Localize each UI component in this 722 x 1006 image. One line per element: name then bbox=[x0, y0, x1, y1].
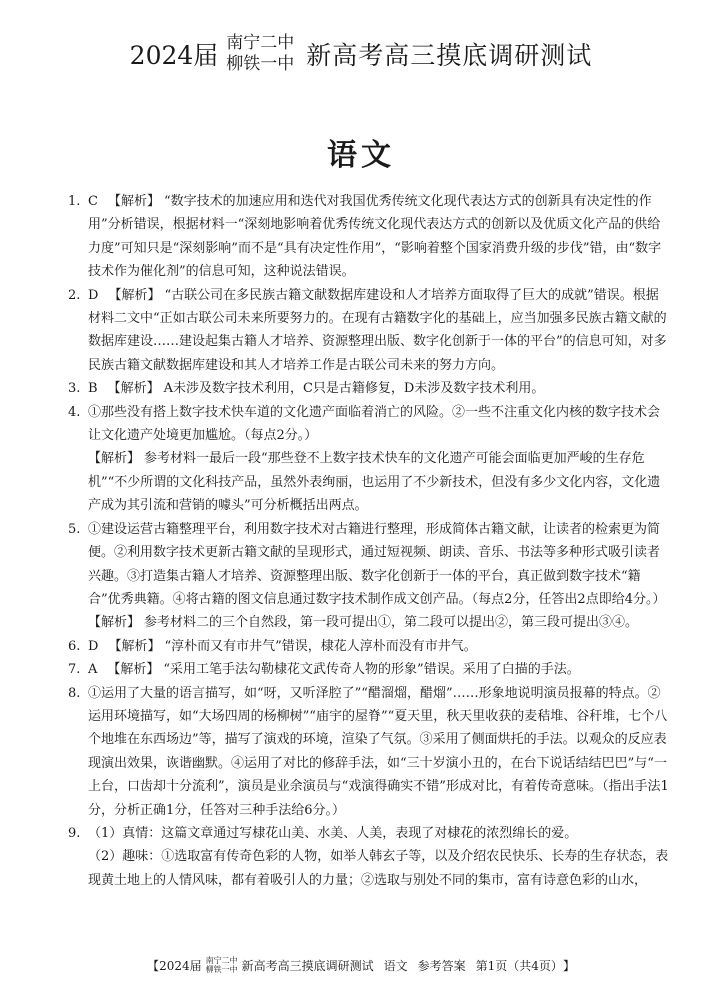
school-name-2: 柳铁一中 bbox=[226, 54, 295, 74]
choice-answer: A bbox=[88, 662, 98, 678]
footer-bracket-close: 】 bbox=[562, 958, 575, 973]
answer-subpart: （2）趣味：①选取富有传奇色彩的人物，如举人韩玄子等，以及介绍农民快乐、长寿的生存状态，表现黄土地上的人情风味，都有着吸引人的力量；②选取与别处不同的集市，富有诗意色彩的山水， bbox=[88, 849, 669, 888]
analysis-text: “采用工笔手法勾勒棣花文武传奇人物的形象”错误。采用了白描的手法。 bbox=[163, 662, 580, 678]
choice-answer: C bbox=[88, 194, 98, 209]
analysis-label: 【解析】 bbox=[107, 194, 160, 209]
analysis-label: 【解析】 bbox=[107, 381, 160, 397]
choice-answer: B bbox=[88, 381, 98, 397]
analysis-label: 【解析】 bbox=[88, 451, 141, 467]
question-number: 9. bbox=[68, 825, 81, 841]
exam-title: 新高考高三摸底调研测试 bbox=[306, 41, 593, 70]
answer-body bbox=[88, 658, 670, 681]
answer-text: ①那些没有搭上数字技术快车道的文化遗产面临着消亡的风险。②一些不注重文化内核的数字技术会让文化遗产处境更加尴尬。（每点2分。） bbox=[88, 404, 661, 444]
analysis-paragraph bbox=[88, 611, 670, 634]
analysis-label: 【解析】 bbox=[108, 638, 161, 654]
analysis-label: 【解析】 bbox=[107, 662, 160, 678]
footer-school-names bbox=[206, 956, 238, 974]
question-number: 6. bbox=[68, 638, 81, 654]
analysis-text: 参考材料二的三个自然段，第一段可提出①，第二段可以提出②，第三段可提出③④。 bbox=[144, 615, 639, 631]
analysis-paragraph bbox=[88, 447, 670, 517]
page-footer bbox=[0, 956, 722, 974]
answer-item bbox=[68, 401, 670, 518]
footer-school-1: 南宁二中 bbox=[205, 956, 238, 965]
analysis-text: “淳朴而又有市井气”错误，棣花人淳朴而没有市井气。 bbox=[164, 638, 477, 654]
footer-answer-key: 参考答案 bbox=[417, 958, 466, 973]
footer-bracket-open: 【 bbox=[147, 958, 160, 973]
question-number: 4. bbox=[68, 404, 81, 420]
page-header bbox=[0, 14, 722, 94]
answer-text: （1）真情：这篇文章通过写棣花山美、水美、人美，表现了对棣花的浓烈绵长的爱。 bbox=[88, 825, 578, 841]
footer-page-number: 第1页（共4页） bbox=[475, 958, 563, 973]
answer-body bbox=[88, 635, 670, 658]
footer-school-2: 柳铁一中 bbox=[205, 965, 238, 974]
analysis-label: 【解析】 bbox=[88, 615, 141, 631]
answer-body bbox=[88, 401, 670, 518]
answer-item bbox=[68, 377, 670, 400]
footer-year: 2024届 bbox=[159, 958, 202, 973]
answer-body bbox=[88, 190, 670, 284]
footer-title: 新高考高三摸底调研测试 bbox=[241, 958, 374, 973]
answer-item bbox=[68, 635, 670, 658]
answer-body bbox=[88, 377, 670, 400]
analysis-label: 【解析】 bbox=[108, 287, 161, 303]
question-number: 1. bbox=[68, 194, 81, 209]
answer-text: ①建设运营古籍整理平台，利用数字技术对古籍进行整理，形成简体古籍文献，让读者的检索更为简便。②利用数字技术更新古籍文献的呈现形式，通过短视频、朗读、音乐、书法等多种形式吸引读者兴趣。③打造集古籍人才培养、资源整理出版、数字化创新于一体的平台，真正做到数字技术“籍合”优秀典籍。④将古籍的图文信息通过数字技术制作成文创产品。（每点2分，任答出2点即给4分。） bbox=[88, 521, 666, 607]
school-name-1: 南宁二中 bbox=[226, 33, 295, 53]
answer-item bbox=[68, 822, 670, 845]
subject-title: 语文 bbox=[327, 138, 395, 173]
exam-year: 2024届 bbox=[129, 41, 219, 70]
analysis-text: A未涉及数字技术利用，C只是古籍修复，D未涉及数字技术利用。 bbox=[163, 381, 545, 397]
question-number: 2. bbox=[68, 287, 81, 303]
answer-item bbox=[68, 658, 670, 681]
question-number: 3. bbox=[68, 381, 81, 397]
answer-item bbox=[68, 284, 670, 378]
question-number: 5. bbox=[68, 521, 81, 537]
question-number: 7. bbox=[68, 662, 81, 678]
analysis-text: “古联公司在多民族古籍文献数据库建设和人才培养方面取得了巨大的成就”错误。根据材料二文中“正如古联公司未来所要努力的。在现有古籍数字化的基础上，应当加强多民族古籍文献的数据库建设……建设起集古籍人才培养、资源整理出版、数字化创新于一体的平台”的信息可知，对多民族古籍文献数据库建设和其人才培养工作是古联公司未来的努力方向。 bbox=[88, 287, 667, 373]
choice-answer: D bbox=[88, 287, 99, 303]
footer-subject: 语文 bbox=[383, 958, 408, 973]
answer-item bbox=[68, 190, 670, 284]
choice-answer: D bbox=[88, 638, 99, 654]
answer-item bbox=[68, 518, 670, 635]
answer-body bbox=[88, 822, 670, 845]
answer-text: ①运用了大量的语言描写，如“呀，又听泽腔了”“醋溜熘，醋熘”……形象地说明演员报幕的特点。②运用环境描写，如“大场四周的杨柳树”“庙宇的屋脊”“夏天里，秋天里收获的麦秸堆、谷秆堆，七个八个地堆在东西场边”等，描写了演戏的环境，渲染了气氛。③采用了侧面烘托的手法。以观众的反应表现演出效果，诙谐幽默。④运用了对比的修辞手法，如“三十岁演小丑的，在台下说话结结巴巴”与“一上台，口齿却十分流利”，演员是业余演员与“戏演得确实不错”形成对比，有着传奇意味。（指出手法1分，分析正确1分，任答对三种手法给6分。） bbox=[88, 685, 669, 818]
answer-body bbox=[88, 284, 670, 378]
answer-item bbox=[68, 682, 670, 822]
question-number: 8. bbox=[68, 685, 81, 701]
analysis-text: 参考材料一最后一段“那些登不上数字技术快车的文化遗产可能会面临更加严峻的生存危机”“不少所谓的文化科技产品，虽然外表绚丽，也运用了不少新技术，但没有多少文化内容，文化遗产成为其引流和营销的噱头”可分析概括出两点。 bbox=[88, 451, 661, 514]
school-names bbox=[226, 33, 294, 75]
answer-list bbox=[68, 190, 670, 892]
analysis-text: “数字技术的加速应用和迭代对我国优秀传统文化现代表达方式的创新具有决定性的作用”分析错误，根据材料一“深刻地影响着优秀传统文化现代表达方式的创新以及优质文化产品的供给力度”可知只是“深刻影响”而不是“具有决定性作用”，“影响着整个国家消费升级的步伐”错，由“数字技术作为催化剂”的信息可知，这种说法错误。 bbox=[88, 194, 662, 280]
answer-body bbox=[88, 682, 670, 822]
answer-body bbox=[88, 518, 670, 635]
